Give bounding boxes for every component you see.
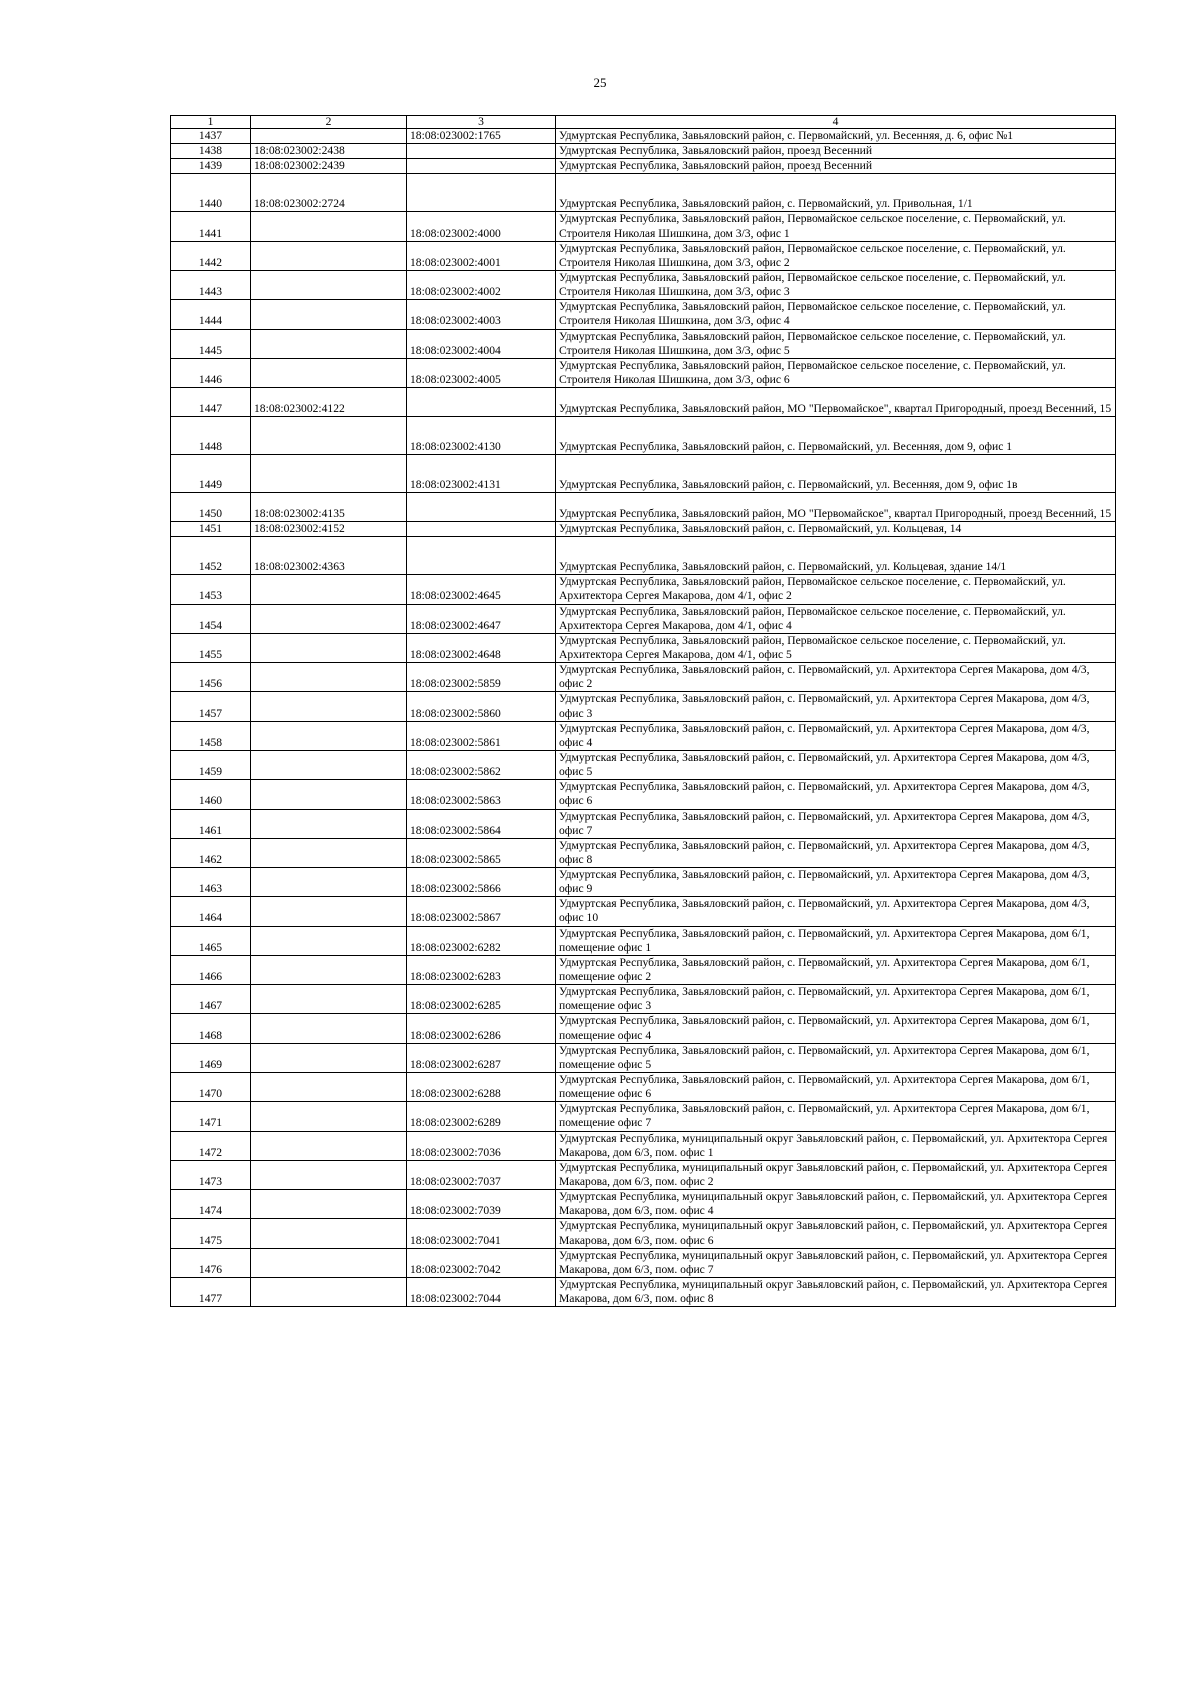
cadastral-number-cell xyxy=(407,174,556,212)
table-row xyxy=(171,1043,1116,1072)
column-header-2: 2 xyxy=(251,116,407,129)
row-number-cell: 1451 xyxy=(171,522,251,537)
cadastral-number-cell xyxy=(251,300,407,329)
address-cell: Удмуртская Республика, Завьяловский район, с. Первомайский, ул. Архитектора Сергея Макарова, дом 4/3, офис 7 xyxy=(556,809,1116,838)
row-number-cell: 1442 xyxy=(171,241,251,270)
cadastral-number-cell xyxy=(251,358,407,387)
table-row xyxy=(171,750,1116,779)
table-row xyxy=(171,809,1116,838)
cadastral-number-cell: 18:08:023002:4122 xyxy=(251,388,407,417)
table-row xyxy=(171,159,1116,174)
cadastral-number-cell xyxy=(251,809,407,838)
address-cell: Удмуртская Республика, Завьяловский район, с. Первомайский, ул. Архитектора Сергея Макарова, дом 6/1, помещение офис 6 xyxy=(556,1073,1116,1102)
address-cell: Удмуртская Республика, Завьяловский район, Первомайское сельское поселение, с. Первомайский, ул. Архитектора Сергея Макарова, дом 4/1, офис 5 xyxy=(556,633,1116,662)
cadastral-number-cell xyxy=(251,241,407,270)
table-row xyxy=(171,1219,1116,1248)
table-row xyxy=(171,455,1116,493)
cadastral-number-cell: 18:08:023002:4002 xyxy=(407,270,556,299)
cadastral-number-cell: 18:08:023002:5861 xyxy=(407,721,556,750)
table-row xyxy=(171,985,1116,1014)
property-table xyxy=(170,115,1116,1307)
address-cell: Удмуртская Республика, Завьяловский район, с. Первомайский, ул. Архитектора Сергея Макарова, дом 4/3, офис 6 xyxy=(556,780,1116,809)
address-cell: Удмуртская Республика, муниципальный округ Завьяловский район, с. Первомайский, ул. Архитектора Сергея Макарова, дом 6/3, пом. офис 1 xyxy=(556,1131,1116,1160)
cadastral-number-cell: 18:08:023002:4648 xyxy=(407,633,556,662)
cadastral-number-cell xyxy=(251,955,407,984)
cadastral-number-cell: 18:08:023002:5863 xyxy=(407,780,556,809)
cadastral-number-cell: 18:08:023002:5865 xyxy=(407,838,556,867)
cadastral-number-cell: 18:08:023002:2439 xyxy=(251,159,407,174)
cadastral-number-cell xyxy=(251,692,407,721)
table-row xyxy=(171,926,1116,955)
cadastral-number-cell: 18:08:023002:7036 xyxy=(407,1131,556,1160)
cadastral-number-cell xyxy=(251,1190,407,1219)
address-cell: Удмуртская Республика, Завьяловский район, проезд Весенний xyxy=(556,144,1116,159)
table-row xyxy=(171,300,1116,329)
row-number-cell: 1455 xyxy=(171,633,251,662)
address-cell: Удмуртская Республика, Завьяловский район, с. Первомайский, ул. Архитектора Сергея Макарова, дом 4/3, офис 4 xyxy=(556,721,1116,750)
address-cell: Удмуртская Республика, муниципальный округ Завьяловский район, с. Первомайский, ул. Архитектора Сергея Макарова, дом 6/3, пом. офис 7 xyxy=(556,1248,1116,1277)
cadastral-number-cell: 18:08:023002:6287 xyxy=(407,1043,556,1072)
address-cell: Удмуртская Республика, Завьяловский район, Первомайское сельское поселение, с. Первомайский, ул. Архитектора Сергея Макарова, дом 4/1, офис 4 xyxy=(556,604,1116,633)
table-row xyxy=(171,144,1116,159)
row-number-cell: 1458 xyxy=(171,721,251,750)
row-number-cell: 1462 xyxy=(171,838,251,867)
table-row xyxy=(171,1131,1116,1160)
address-cell: Удмуртская Республика, Завьяловский район, проезд Весенний xyxy=(556,159,1116,174)
table-row xyxy=(171,633,1116,662)
address-cell: Удмуртская Республика, Завьяловский район, Первомайское сельское поселение, с. Первомайский, ул. Строителя Николая Шишкина, дом 3/3, офис 3 xyxy=(556,270,1116,299)
cadastral-number-cell xyxy=(251,329,407,358)
address-cell: Удмуртская Республика, Завьяловский район, Первомайское сельское поселение, с. Первомайский, ул. Архитектора Сергея Макарова, дом 4/1, офис 2 xyxy=(556,575,1116,604)
address-cell: Удмуртская Республика, Завьяловский район, Первомайское сельское поселение, с. Первомайский, ул. Строителя Николая Шишкина, дом 3/3, офис 1 xyxy=(556,212,1116,241)
cadastral-number-cell xyxy=(251,721,407,750)
cadastral-number-cell: 18:08:023002:5866 xyxy=(407,868,556,897)
row-number-cell: 1438 xyxy=(171,144,251,159)
column-header-1: 1 xyxy=(171,116,251,129)
cadastral-number-cell: 18:08:023002:7039 xyxy=(407,1190,556,1219)
table-row xyxy=(171,1102,1116,1131)
header-row xyxy=(171,116,1116,129)
cadastral-number-cell xyxy=(251,633,407,662)
cadastral-number-cell: 18:08:023002:6285 xyxy=(407,985,556,1014)
address-cell: Удмуртская Республика, Завьяловский район, МО "Первомайское", квартал Пригородный, проезд Весенний, 15 xyxy=(556,388,1116,417)
cadastral-number-cell xyxy=(407,144,556,159)
cadastral-number-cell xyxy=(251,417,407,455)
cadastral-number-cell: 18:08:023002:5864 xyxy=(407,809,556,838)
table-row xyxy=(171,604,1116,633)
table-row xyxy=(171,575,1116,604)
table-row xyxy=(171,358,1116,387)
row-number-cell: 1470 xyxy=(171,1073,251,1102)
table-row xyxy=(171,241,1116,270)
table-row xyxy=(171,522,1116,537)
row-number-cell: 1471 xyxy=(171,1102,251,1131)
cadastral-number-cell xyxy=(251,212,407,241)
table-row xyxy=(171,417,1116,455)
cadastral-number-cell: 18:08:023002:6288 xyxy=(407,1073,556,1102)
address-cell: Удмуртская Республика, Завьяловский район, с. Первомайский, ул. Архитектора Сергея Макарова, дом 6/1, помещение офис 4 xyxy=(556,1014,1116,1043)
cadastral-number-cell: 18:08:023002:7044 xyxy=(407,1278,556,1307)
address-cell: Удмуртская Республика, Завьяловский район, с. Первомайский, ул. Весенняя, д. 6, офис №1 xyxy=(556,129,1116,144)
cadastral-number-cell: 18:08:023002:4130 xyxy=(407,417,556,455)
row-number-cell: 1440 xyxy=(171,174,251,212)
address-cell: Удмуртская Республика, Завьяловский район, Первомайское сельское поселение, с. Первомайский, ул. Строителя Николая Шишкина, дом 3/3, офис 2 xyxy=(556,241,1116,270)
row-number-cell: 1457 xyxy=(171,692,251,721)
cadastral-number-cell xyxy=(251,575,407,604)
row-number-cell: 1439 xyxy=(171,159,251,174)
row-number-cell: 1466 xyxy=(171,955,251,984)
cadastral-number-cell: 18:08:023002:6286 xyxy=(407,1014,556,1043)
cadastral-number-cell xyxy=(251,270,407,299)
address-cell: Удмуртская Республика, Завьяловский район, с. Первомайский, ул. Архитектора Сергея Макарова, дом 4/3, офис 10 xyxy=(556,897,1116,926)
table-row xyxy=(171,329,1116,358)
row-number-cell: 1477 xyxy=(171,1278,251,1307)
row-number-cell: 1474 xyxy=(171,1190,251,1219)
cadastral-number-cell: 18:08:023002:4004 xyxy=(407,329,556,358)
table-row xyxy=(171,1014,1116,1043)
row-number-cell: 1453 xyxy=(171,575,251,604)
address-cell: Удмуртская Республика, Завьяловский район, МО "Первомайское", квартал Пригородный, проезд Весенний, 15 xyxy=(556,493,1116,522)
cadastral-number-cell xyxy=(251,838,407,867)
row-number-cell: 1437 xyxy=(171,129,251,144)
table-row xyxy=(171,493,1116,522)
table-row xyxy=(171,868,1116,897)
table-row xyxy=(171,721,1116,750)
table-row xyxy=(171,537,1116,575)
address-cell: Удмуртская Республика, Завьяловский район, с. Первомайский, ул. Кольцевая, здание 14/1 xyxy=(556,537,1116,575)
address-cell: Удмуртская Республика, Завьяловский район, Первомайское сельское поселение, с. Первомайский, ул. Строителя Николая Шишкина, дом 3/3, офис 4 xyxy=(556,300,1116,329)
table-row xyxy=(171,174,1116,212)
row-number-cell: 1464 xyxy=(171,897,251,926)
cadastral-number-cell xyxy=(407,388,556,417)
cadastral-number-cell: 18:08:023002:4005 xyxy=(407,358,556,387)
row-number-cell: 1441 xyxy=(171,212,251,241)
row-number-cell: 1456 xyxy=(171,663,251,692)
table-body xyxy=(171,129,1116,1307)
row-number-cell: 1472 xyxy=(171,1131,251,1160)
table-row xyxy=(171,780,1116,809)
cadastral-number-cell: 18:08:023002:6289 xyxy=(407,1102,556,1131)
cadastral-number-cell xyxy=(251,1131,407,1160)
cadastral-number-cell xyxy=(251,1043,407,1072)
cadastral-number-cell: 18:08:023002:5862 xyxy=(407,750,556,779)
table-row xyxy=(171,1248,1116,1277)
address-cell: Удмуртская Республика, Завьяловский район, с. Первомайский, ул. Архитектора Сергея Макарова, дом 6/1, помещение офис 5 xyxy=(556,1043,1116,1072)
cadastral-number-cell: 18:08:023002:4003 xyxy=(407,300,556,329)
cadastral-number-cell xyxy=(251,663,407,692)
address-cell: Удмуртская Республика, Завьяловский район, с. Первомайский, ул. Архитектора Сергея Макарова, дом 4/3, офис 9 xyxy=(556,868,1116,897)
cadastral-number-cell xyxy=(251,897,407,926)
row-number-cell: 1465 xyxy=(171,926,251,955)
cadastral-number-cell: 18:08:023002:6282 xyxy=(407,926,556,955)
cadastral-number-cell: 18:08:023002:4001 xyxy=(407,241,556,270)
row-number-cell: 1460 xyxy=(171,780,251,809)
cadastral-number-cell xyxy=(251,985,407,1014)
address-cell: Удмуртская Республика, Завьяловский район, с. Первомайский, ул. Привольная, 1/1 xyxy=(556,174,1116,212)
cadastral-number-cell: 18:08:023002:4000 xyxy=(407,212,556,241)
cadastral-number-cell: 18:08:023002:6283 xyxy=(407,955,556,984)
row-number-cell: 1449 xyxy=(171,455,251,493)
address-cell: Удмуртская Республика, Завьяловский район, с. Первомайский, ул. Архитектора Сергея Макарова, дом 6/1, помещение офис 3 xyxy=(556,985,1116,1014)
table-row xyxy=(171,897,1116,926)
address-cell: Удмуртская Республика, Завьяловский район, с. Первомайский, ул. Весенняя, дом 9, офис 1в xyxy=(556,455,1116,493)
cadastral-number-cell: 18:08:023002:2438 xyxy=(251,144,407,159)
cadastral-number-cell xyxy=(407,522,556,537)
cadastral-number-cell: 18:08:023002:4152 xyxy=(251,522,407,537)
address-cell: Удмуртская Республика, Завьяловский район, с. Первомайский, ул. Архитектора Сергея Макарова, дом 4/3, офис 8 xyxy=(556,838,1116,867)
row-number-cell: 1448 xyxy=(171,417,251,455)
cadastral-number-cell: 18:08:023002:4647 xyxy=(407,604,556,633)
row-number-cell: 1450 xyxy=(171,493,251,522)
cadastral-number-cell: 18:08:023002:4363 xyxy=(251,537,407,575)
table-row xyxy=(171,388,1116,417)
row-number-cell: 1476 xyxy=(171,1248,251,1277)
row-number-cell: 1454 xyxy=(171,604,251,633)
table-row xyxy=(171,270,1116,299)
cadastral-number-cell xyxy=(407,537,556,575)
row-number-cell: 1473 xyxy=(171,1160,251,1189)
table-row xyxy=(171,1160,1116,1189)
address-cell: Удмуртская Республика, муниципальный округ Завьяловский район, с. Первомайский, ул. Архитектора Сергея Макарова, дом 6/3, пом. офис 4 xyxy=(556,1190,1116,1219)
cadastral-number-cell: 18:08:023002:7042 xyxy=(407,1248,556,1277)
row-number-cell: 1469 xyxy=(171,1043,251,1072)
cadastral-number-cell xyxy=(251,129,407,144)
cadastral-number-cell xyxy=(251,1160,407,1189)
address-cell: Удмуртская Республика, Завьяловский район, с. Первомайский, ул. Архитектора Сергея Макарова, дом 6/1, помещение офис 1 xyxy=(556,926,1116,955)
row-number-cell: 1445 xyxy=(171,329,251,358)
table-row xyxy=(171,838,1116,867)
row-number-cell: 1444 xyxy=(171,300,251,329)
address-cell: Удмуртская Республика, Завьяловский район, с. Первомайский, ул. Весенняя, дом 9, офис 1 xyxy=(556,417,1116,455)
cadastral-number-cell xyxy=(251,455,407,493)
cadastral-number-cell xyxy=(407,493,556,522)
cadastral-number-cell xyxy=(251,1014,407,1043)
address-cell: Удмуртская Республика, Завьяловский район, с. Первомайский, ул. Кольцевая, 14 xyxy=(556,522,1116,537)
address-cell: Удмуртская Республика, Завьяловский район, с. Первомайский, ул. Архитектора Сергея Макарова, дом 4/3, офис 3 xyxy=(556,692,1116,721)
table-row xyxy=(171,663,1116,692)
cadastral-number-cell: 18:08:023002:7037 xyxy=(407,1160,556,1189)
cadastral-number-cell: 18:08:023002:7041 xyxy=(407,1219,556,1248)
column-header-3: 3 xyxy=(407,116,556,129)
cadastral-number-cell xyxy=(251,1278,407,1307)
cadastral-number-cell xyxy=(251,868,407,897)
row-number-cell: 1463 xyxy=(171,868,251,897)
table-row xyxy=(171,129,1116,144)
table-row xyxy=(171,1190,1116,1219)
address-cell: Удмуртская Республика, муниципальный округ Завьяловский район, с. Первомайский, ул. Архитектора Сергея Макарова, дом 6/3, пом. офис 2 xyxy=(556,1160,1116,1189)
table-row xyxy=(171,1073,1116,1102)
row-number-cell: 1459 xyxy=(171,750,251,779)
row-number-cell: 1443 xyxy=(171,270,251,299)
address-cell: Удмуртская Республика, муниципальный округ Завьяловский район, с. Первомайский, ул. Архитектора Сергея Макарова, дом 6/3, пом. офис 8 xyxy=(556,1278,1116,1307)
cadastral-number-cell xyxy=(251,1073,407,1102)
address-cell: Удмуртская Республика, Завьяловский район, Первомайское сельское поселение, с. Первомайский, ул. Строителя Николая Шишкина, дом 3/3, офис 5 xyxy=(556,329,1116,358)
cadastral-number-cell xyxy=(251,1248,407,1277)
cadastral-number-cell: 18:08:023002:5860 xyxy=(407,692,556,721)
table-row xyxy=(171,1278,1116,1307)
row-number-cell: 1467 xyxy=(171,985,251,1014)
row-number-cell: 1447 xyxy=(171,388,251,417)
column-header-4: 4 xyxy=(556,116,1116,129)
cadastral-number-cell xyxy=(251,604,407,633)
table-row xyxy=(171,212,1116,241)
cadastral-number-cell: 18:08:023002:5859 xyxy=(407,663,556,692)
row-number-cell: 1446 xyxy=(171,358,251,387)
row-number-cell: 1452 xyxy=(171,537,251,575)
cadastral-number-cell xyxy=(251,926,407,955)
cadastral-number-cell: 18:08:023002:4135 xyxy=(251,493,407,522)
cadastral-number-cell xyxy=(251,1219,407,1248)
table-row xyxy=(171,692,1116,721)
table-header xyxy=(171,116,1116,129)
row-number-cell: 1468 xyxy=(171,1014,251,1043)
address-cell: Удмуртская Республика, Завьяловский район, с. Первомайский, ул. Архитектора Сергея Макарова, дом 4/3, офис 5 xyxy=(556,750,1116,779)
cadastral-number-cell: 18:08:023002:5867 xyxy=(407,897,556,926)
row-number-cell: 1461 xyxy=(171,809,251,838)
address-cell: Удмуртская Республика, Завьяловский район, с. Первомайский, ул. Архитектора Сергея Макарова, дом 6/1, помещение офис 2 xyxy=(556,955,1116,984)
cadastral-number-cell xyxy=(407,159,556,174)
address-cell: Удмуртская Республика, муниципальный округ Завьяловский район, с. Первомайский, ул. Архитектора Сергея Макарова, дом 6/3, пом. офис 6 xyxy=(556,1219,1116,1248)
cadastral-number-cell: 18:08:023002:4645 xyxy=(407,575,556,604)
row-number-cell: 1475 xyxy=(171,1219,251,1248)
table-row xyxy=(171,955,1116,984)
cadastral-number-cell xyxy=(251,780,407,809)
cadastral-number-cell xyxy=(251,750,407,779)
address-cell: Удмуртская Республика, Завьяловский район, Первомайское сельское поселение, с. Первомайский, ул. Строителя Николая Шишкина, дом 3/3, офис 6 xyxy=(556,358,1116,387)
address-cell: Удмуртская Республика, Завьяловский район, с. Первомайский, ул. Архитектора Сергея Макарова, дом 6/1, помещение офис 7 xyxy=(556,1102,1116,1131)
cadastral-number-cell: 18:08:023002:1765 xyxy=(407,129,556,144)
cadastral-number-cell xyxy=(251,1102,407,1131)
address-cell: Удмуртская Республика, Завьяловский район, с. Первомайский, ул. Архитектора Сергея Макарова, дом 4/3, офис 2 xyxy=(556,663,1116,692)
cadastral-number-cell: 18:08:023002:2724 xyxy=(251,174,407,212)
cadastral-number-cell: 18:08:023002:4131 xyxy=(407,455,556,493)
page-number: 25 xyxy=(593,75,607,90)
